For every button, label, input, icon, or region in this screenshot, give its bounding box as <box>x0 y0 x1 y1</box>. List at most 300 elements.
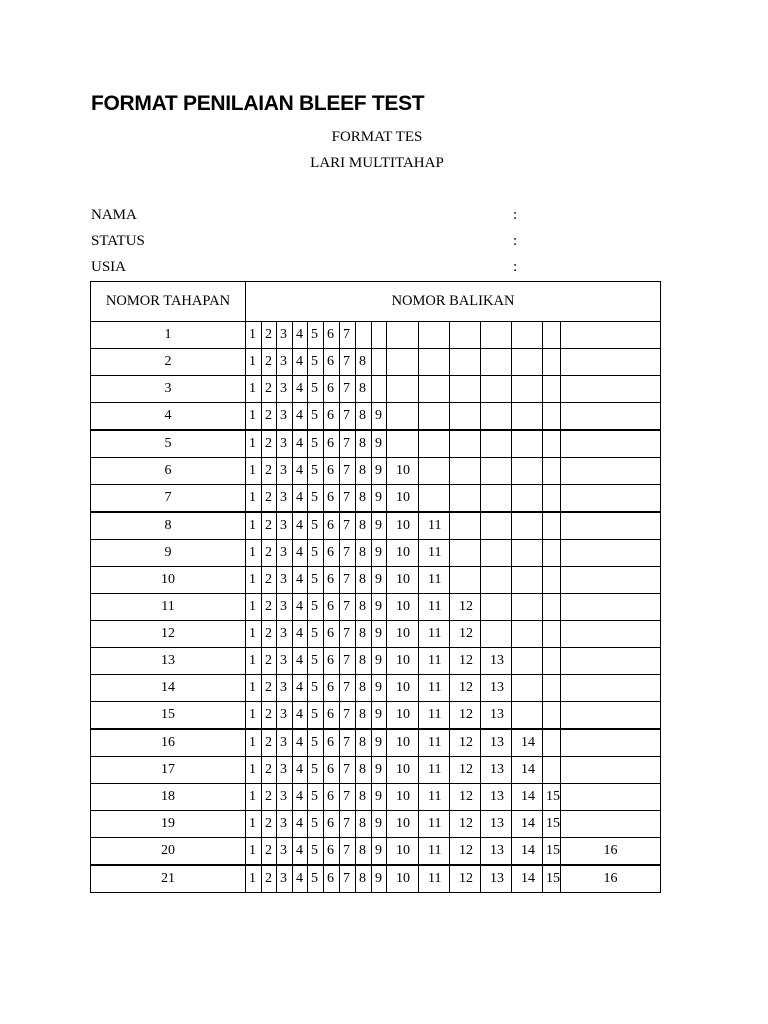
table-row <box>91 512 661 540</box>
shuttle-cell: 2 <box>262 458 277 485</box>
shuttle-cell: 10 <box>387 512 419 540</box>
shuttle-cell: 7 <box>340 512 356 540</box>
shuttle-cell: 11 <box>419 675 450 702</box>
shuttle-cell: 3 <box>277 594 293 621</box>
shuttle-cell: 13 <box>481 784 512 811</box>
shuttle-cell: 7 <box>340 430 356 458</box>
shuttle-cell: 9 <box>372 567 387 594</box>
shuttle-cell: 3 <box>277 322 293 349</box>
shuttle-cell: 1 <box>246 322 262 349</box>
table-row <box>91 784 661 811</box>
shuttle-cell: 7 <box>340 648 356 675</box>
shuttle-cell <box>543 349 561 376</box>
shuttle-cell <box>561 376 661 403</box>
shuttle-cell: 4 <box>293 567 308 594</box>
shuttle-cell: 3 <box>277 540 293 567</box>
shuttle-cell <box>543 485 561 513</box>
shuttle-cell: 1 <box>246 729 262 757</box>
shuttle-cell <box>419 430 450 458</box>
shuttle-cell: 1 <box>246 865 262 893</box>
shuttle-cell: 14 <box>512 811 543 838</box>
shuttle-cell: 8 <box>356 702 372 730</box>
shuttle-cell: 8 <box>356 757 372 784</box>
stage-number: 11 <box>91 594 246 621</box>
table-row <box>91 594 661 621</box>
shuttle-cell: 4 <box>293 376 308 403</box>
header-nomor-tahapan: NOMOR TAHAPAN <box>91 282 246 322</box>
shuttle-cell <box>561 322 661 349</box>
shuttle-cell <box>450 376 481 403</box>
shuttle-cell: 3 <box>277 675 293 702</box>
shuttle-cell: 10 <box>387 757 419 784</box>
shuttle-cell: 4 <box>293 430 308 458</box>
shuttle-cell <box>512 349 543 376</box>
stage-number: 4 <box>91 403 246 431</box>
shuttle-cell: 5 <box>308 485 324 513</box>
shuttle-cell: 9 <box>372 729 387 757</box>
shuttle-cell: 5 <box>308 349 324 376</box>
shuttle-cell: 2 <box>262 594 277 621</box>
shuttle-cell <box>543 648 561 675</box>
shuttle-cell <box>561 430 661 458</box>
shuttle-cell: 5 <box>308 376 324 403</box>
shuttle-cell <box>561 512 661 540</box>
shuttle-cell <box>419 485 450 513</box>
shuttle-cell: 6 <box>324 376 340 403</box>
shuttle-cell: 3 <box>277 838 293 866</box>
shuttle-cell: 7 <box>340 594 356 621</box>
shuttle-cell <box>561 702 661 730</box>
shuttle-cell: 6 <box>324 648 340 675</box>
shuttle-cell: 16 <box>561 865 661 893</box>
shuttle-cell: 6 <box>324 458 340 485</box>
shuttle-cell: 5 <box>308 621 324 648</box>
shuttle-cell <box>512 430 543 458</box>
shuttle-cell: 1 <box>246 540 262 567</box>
shuttle-cell: 4 <box>293 838 308 866</box>
shuttle-cell: 14 <box>512 729 543 757</box>
shuttle-cell: 12 <box>450 729 481 757</box>
shuttle-cell <box>512 567 543 594</box>
shuttle-cell: 2 <box>262 376 277 403</box>
shuttle-cell: 9 <box>372 648 387 675</box>
shuttle-cell <box>561 458 661 485</box>
shuttle-cell: 2 <box>262 430 277 458</box>
stage-number: 12 <box>91 621 246 648</box>
field-label-status: STATUS <box>91 233 145 249</box>
shuttle-cell: 10 <box>387 540 419 567</box>
shuttle-cell: 10 <box>387 811 419 838</box>
shuttle-cell <box>450 403 481 431</box>
shuttle-cell: 9 <box>372 757 387 784</box>
table-row <box>91 376 661 403</box>
shuttle-cell: 7 <box>340 757 356 784</box>
shuttle-cell: 7 <box>340 540 356 567</box>
shuttle-cell <box>543 702 561 730</box>
shuttle-cell: 1 <box>246 648 262 675</box>
shuttle-cell: 7 <box>340 865 356 893</box>
shuttle-cell: 8 <box>356 403 372 431</box>
table-header-row <box>91 282 661 322</box>
subtitle-lari-multitahap: LARI MULTITAHAP <box>310 155 444 171</box>
shuttle-cell: 9 <box>372 621 387 648</box>
shuttle-cell: 16 <box>561 838 661 866</box>
shuttle-cell: 11 <box>419 594 450 621</box>
shuttle-cell: 9 <box>372 702 387 730</box>
shuttle-cell: 7 <box>340 567 356 594</box>
stage-number: 14 <box>91 675 246 702</box>
shuttle-cell: 6 <box>324 512 340 540</box>
shuttle-cell: 2 <box>262 838 277 866</box>
field-colon-usia: : <box>513 259 518 275</box>
shuttle-cell: 1 <box>246 376 262 403</box>
shuttle-cell: 3 <box>277 403 293 431</box>
shuttle-cell: 4 <box>293 865 308 893</box>
shuttle-cell <box>561 784 661 811</box>
shuttle-cell <box>512 403 543 431</box>
shuttle-cell: 8 <box>356 376 372 403</box>
shuttle-cell: 2 <box>262 349 277 376</box>
field-label-usia: USIA <box>91 259 127 275</box>
shuttle-cell <box>450 458 481 485</box>
table-row <box>91 403 661 431</box>
shuttle-cell: 12 <box>450 702 481 730</box>
shuttle-cell: 8 <box>356 512 372 540</box>
shuttle-cell: 6 <box>324 594 340 621</box>
shuttle-cell: 13 <box>481 702 512 730</box>
shuttle-cell: 5 <box>308 403 324 431</box>
stage-number: 1 <box>91 322 246 349</box>
shuttle-cell: 6 <box>324 729 340 757</box>
table-row <box>91 865 661 893</box>
shuttle-cell <box>387 376 419 403</box>
shuttle-cell: 5 <box>308 567 324 594</box>
shuttle-cell <box>450 540 481 567</box>
shuttle-cell <box>372 349 387 376</box>
shuttle-cell <box>561 594 661 621</box>
shuttle-cell: 6 <box>324 567 340 594</box>
shuttle-cell: 7 <box>340 621 356 648</box>
shuttle-cell: 1 <box>246 567 262 594</box>
page-title: FORMAT PENILAIAN BLEEF TEST <box>91 92 425 115</box>
shuttle-cell: 10 <box>387 729 419 757</box>
shuttle-cell: 3 <box>277 376 293 403</box>
shuttle-cell <box>481 621 512 648</box>
stage-number: 2 <box>91 349 246 376</box>
shuttle-cell: 10 <box>387 865 419 893</box>
shuttle-cell: 4 <box>293 349 308 376</box>
shuttle-cell: 11 <box>419 811 450 838</box>
shuttle-cell: 2 <box>262 485 277 513</box>
shuttle-cell: 10 <box>387 675 419 702</box>
shuttle-cell: 11 <box>419 512 450 540</box>
shuttle-cell: 4 <box>293 729 308 757</box>
shuttle-cell: 5 <box>308 430 324 458</box>
shuttle-cell: 1 <box>246 675 262 702</box>
shuttle-cell <box>561 349 661 376</box>
shuttle-cell <box>481 512 512 540</box>
shuttle-cell <box>512 322 543 349</box>
shuttle-cell: 6 <box>324 702 340 730</box>
table-row <box>91 430 661 458</box>
shuttle-cell: 4 <box>293 621 308 648</box>
shuttle-cell: 4 <box>293 648 308 675</box>
shuttle-cell <box>543 729 561 757</box>
shuttle-cell: 8 <box>356 594 372 621</box>
shuttle-cell: 5 <box>308 512 324 540</box>
shuttle-cell <box>419 403 450 431</box>
shuttle-cell: 11 <box>419 621 450 648</box>
shuttle-cell: 4 <box>293 594 308 621</box>
shuttle-cell: 11 <box>419 648 450 675</box>
table-row <box>91 567 661 594</box>
shuttle-cell: 8 <box>356 729 372 757</box>
stage-number: 21 <box>91 865 246 893</box>
shuttle-cell <box>419 376 450 403</box>
shuttle-cell: 2 <box>262 757 277 784</box>
shuttle-cell: 7 <box>340 838 356 866</box>
shuttle-cell: 7 <box>340 349 356 376</box>
shuttle-cell: 11 <box>419 838 450 866</box>
shuttle-cell: 13 <box>481 648 512 675</box>
shuttle-cell: 2 <box>262 675 277 702</box>
stage-number: 5 <box>91 430 246 458</box>
shuttle-cell <box>450 485 481 513</box>
shuttle-cell: 2 <box>262 512 277 540</box>
shuttle-cell <box>561 403 661 431</box>
shuttle-cell: 1 <box>246 403 262 431</box>
field-label-nama: NAMA <box>91 207 137 223</box>
shuttle-cell: 4 <box>293 485 308 513</box>
shuttle-cell <box>561 567 661 594</box>
shuttle-cell: 6 <box>324 322 340 349</box>
shuttle-cell <box>419 349 450 376</box>
shuttle-cell <box>450 567 481 594</box>
shuttle-cell: 6 <box>324 403 340 431</box>
shuttle-cell <box>512 458 543 485</box>
shuttle-cell: 10 <box>387 458 419 485</box>
shuttle-cell: 1 <box>246 784 262 811</box>
shuttle-cell <box>512 540 543 567</box>
shuttle-cell: 12 <box>450 838 481 866</box>
shuttle-cell: 15 <box>543 811 561 838</box>
shuttle-cell: 2 <box>262 811 277 838</box>
shuttle-cell: 1 <box>246 757 262 784</box>
shuttle-cell <box>512 512 543 540</box>
shuttle-cell <box>387 349 419 376</box>
shuttle-cell: 14 <box>512 838 543 866</box>
table-row <box>91 811 661 838</box>
shuttle-cell: 3 <box>277 729 293 757</box>
shuttle-cell: 14 <box>512 865 543 893</box>
shuttle-cell: 9 <box>372 403 387 431</box>
shuttle-cell: 5 <box>308 838 324 866</box>
shuttle-cell: 2 <box>262 621 277 648</box>
shuttle-cell: 11 <box>419 729 450 757</box>
shuttle-cell: 6 <box>324 838 340 866</box>
shuttle-cell: 9 <box>372 540 387 567</box>
shuttle-cell: 2 <box>262 322 277 349</box>
shuttle-cell <box>387 430 419 458</box>
shuttle-cell <box>561 729 661 757</box>
shuttle-cell: 8 <box>356 811 372 838</box>
table-row <box>91 349 661 376</box>
table-row <box>91 540 661 567</box>
shuttle-cell: 13 <box>481 729 512 757</box>
shuttle-cell: 7 <box>340 458 356 485</box>
table-row <box>91 458 661 485</box>
shuttle-cell <box>561 540 661 567</box>
shuttle-cell: 6 <box>324 540 340 567</box>
shuttle-cell: 3 <box>277 621 293 648</box>
shuttle-cell: 4 <box>293 702 308 730</box>
shuttle-cell: 10 <box>387 838 419 866</box>
shuttle-cell: 5 <box>308 648 324 675</box>
shuttle-cell <box>372 322 387 349</box>
shuttle-cell: 13 <box>481 865 512 893</box>
shuttle-cell: 8 <box>356 458 372 485</box>
shuttle-cell: 9 <box>372 811 387 838</box>
shuttle-cell: 8 <box>356 675 372 702</box>
stage-number: 13 <box>91 648 246 675</box>
shuttle-cell: 4 <box>293 458 308 485</box>
shuttle-cell: 10 <box>387 485 419 513</box>
shuttle-cell <box>543 594 561 621</box>
shuttle-cell: 8 <box>356 784 372 811</box>
shuttle-cell: 14 <box>512 784 543 811</box>
shuttle-cell: 8 <box>356 621 372 648</box>
shuttle-cell: 1 <box>246 594 262 621</box>
shuttle-cell: 1 <box>246 430 262 458</box>
shuttle-cell: 9 <box>372 675 387 702</box>
shuttle-cell <box>561 621 661 648</box>
shuttle-cell <box>372 376 387 403</box>
shuttle-cell: 2 <box>262 702 277 730</box>
shuttle-cell: 3 <box>277 485 293 513</box>
shuttle-cell: 10 <box>387 702 419 730</box>
shuttle-cell <box>512 594 543 621</box>
shuttle-cell: 1 <box>246 838 262 866</box>
shuttle-cell: 3 <box>277 784 293 811</box>
shuttle-cell: 3 <box>277 648 293 675</box>
shuttle-cell <box>561 648 661 675</box>
shuttle-cell: 7 <box>340 675 356 702</box>
shuttle-cell: 7 <box>340 376 356 403</box>
shuttle-cell: 10 <box>387 784 419 811</box>
shuttle-cell: 11 <box>419 702 450 730</box>
stage-number: 9 <box>91 540 246 567</box>
shuttle-cell <box>561 811 661 838</box>
shuttle-cell: 9 <box>372 594 387 621</box>
shuttle-cell <box>481 567 512 594</box>
shuttle-cell <box>387 403 419 431</box>
shuttle-cell: 15 <box>543 865 561 893</box>
shuttle-cell: 5 <box>308 594 324 621</box>
table-row <box>91 757 661 784</box>
shuttle-cell <box>481 540 512 567</box>
shuttle-cell: 4 <box>293 403 308 431</box>
shuttle-cell <box>543 322 561 349</box>
shuttle-cell: 12 <box>450 675 481 702</box>
shuttle-cell <box>512 376 543 403</box>
shuttle-cell: 12 <box>450 621 481 648</box>
shuttle-cell: 12 <box>450 865 481 893</box>
stage-number: 8 <box>91 512 246 540</box>
shuttle-cell: 6 <box>324 621 340 648</box>
field-colon-status: : <box>513 233 518 249</box>
shuttle-cell: 11 <box>419 567 450 594</box>
shuttle-cell: 5 <box>308 675 324 702</box>
shuttle-cell <box>543 621 561 648</box>
stage-number: 10 <box>91 567 246 594</box>
shuttle-cell: 3 <box>277 512 293 540</box>
shuttle-cell: 7 <box>340 403 356 431</box>
shuttle-cell <box>450 512 481 540</box>
shuttle-cell: 2 <box>262 648 277 675</box>
shuttle-cell: 10 <box>387 594 419 621</box>
shuttle-cell: 5 <box>308 702 324 730</box>
shuttle-cell: 12 <box>450 757 481 784</box>
shuttle-cell: 5 <box>308 540 324 567</box>
shuttle-cell: 8 <box>356 865 372 893</box>
table-row <box>91 838 661 866</box>
shuttle-cell <box>561 485 661 513</box>
shuttle-cell: 4 <box>293 811 308 838</box>
shuttle-cell: 12 <box>450 784 481 811</box>
shuttle-cell: 3 <box>277 349 293 376</box>
shuttle-cell: 2 <box>262 784 277 811</box>
shuttle-cell: 8 <box>356 349 372 376</box>
shuttle-cell: 4 <box>293 540 308 567</box>
shuttle-cell: 5 <box>308 784 324 811</box>
shuttle-cell <box>543 430 561 458</box>
shuttle-cell: 4 <box>293 512 308 540</box>
shuttle-cell: 3 <box>277 567 293 594</box>
shuttle-cell: 5 <box>308 458 324 485</box>
shuttle-cell <box>561 757 661 784</box>
field-colon-nama: : <box>513 207 518 223</box>
shuttle-cell <box>543 540 561 567</box>
shuttle-cell <box>481 376 512 403</box>
shuttle-cell: 3 <box>277 865 293 893</box>
shuttle-cell: 3 <box>277 430 293 458</box>
shuttle-cell: 8 <box>356 430 372 458</box>
shuttle-cell <box>543 403 561 431</box>
shuttle-cell <box>450 349 481 376</box>
shuttle-cell <box>481 403 512 431</box>
shuttle-cell: 9 <box>372 512 387 540</box>
shuttle-cell: 13 <box>481 811 512 838</box>
table-row <box>91 702 661 730</box>
shuttle-cell: 9 <box>372 865 387 893</box>
shuttle-cell <box>356 322 372 349</box>
shuttle-cell <box>387 322 419 349</box>
shuttle-cell: 1 <box>246 485 262 513</box>
shuttle-cell: 11 <box>419 784 450 811</box>
shuttle-cell: 7 <box>340 784 356 811</box>
shuttle-cell: 10 <box>387 648 419 675</box>
shuttle-cell: 7 <box>340 729 356 757</box>
shuttle-cell: 8 <box>356 838 372 866</box>
shuttle-cell <box>481 485 512 513</box>
shuttle-cell: 4 <box>293 675 308 702</box>
shuttle-cell: 6 <box>324 865 340 893</box>
score-table <box>90 281 661 893</box>
stage-number: 15 <box>91 702 246 730</box>
shuttle-cell: 1 <box>246 512 262 540</box>
shuttle-cell: 5 <box>308 757 324 784</box>
shuttle-cell: 5 <box>308 811 324 838</box>
